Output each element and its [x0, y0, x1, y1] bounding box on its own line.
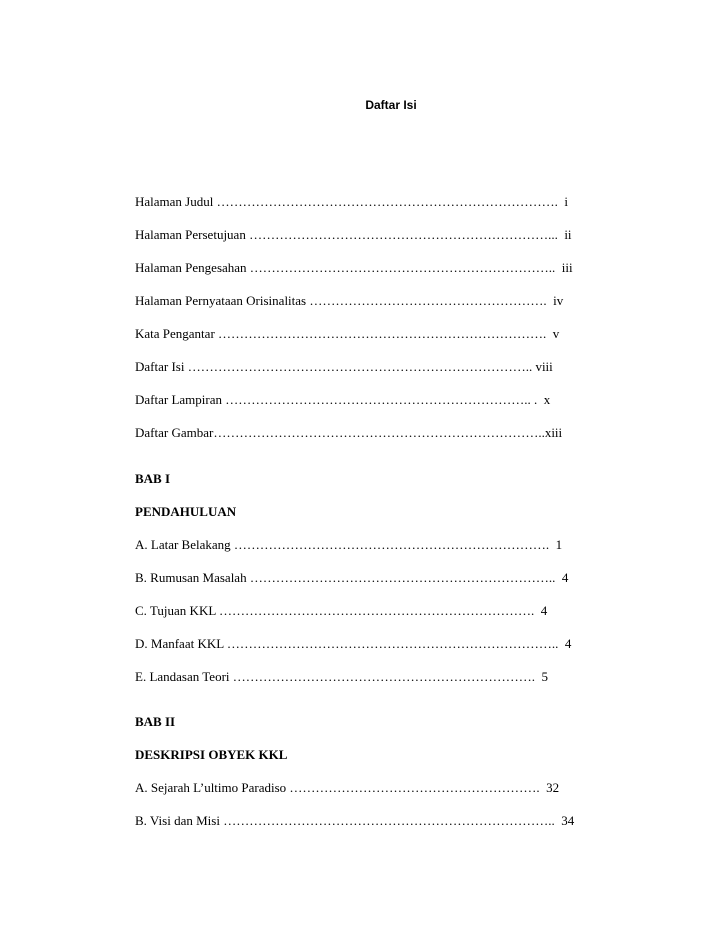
page-title: Daftar Isi [365, 98, 417, 112]
toc-entry-sejarah: A. Sejarah L’ultimo Paradiso …………………………………………………. 32 [135, 780, 560, 795]
chapter-number-bab-1: BAB I [135, 471, 171, 486]
toc-entry-pernyataan-orisinalitas: Halaman Pernyataan Orisinalitas ………………………………………………. iv [135, 293, 564, 308]
toc-entry-tujuan-kkl: C. Tujuan KKL ………………………………………………………………. 4 [135, 603, 548, 618]
toc-entry-manfaat-kkl: D. Manfaat KKL ………………………………………………………………….. 4 [135, 636, 572, 651]
toc-entry-kata-pengantar: Kata Pengantar …………………………………………………………………. v [135, 326, 560, 341]
toc-entry-halaman-pengesahan: Halaman Pengesahan …………………………………………………………….. iii [135, 260, 573, 275]
toc-entry-daftar-lampiran: Daftar Lampiran …………………………………………………………….. . x [135, 392, 551, 407]
toc-entry-landasan-teori: E. Landasan Teori ……………………………………………………………. 5 [135, 669, 549, 684]
chapter-title-bab-2: DESKRIPSI OBYEK KKL [135, 747, 288, 762]
toc-entry-visi-misi: B. Visi dan Misi ………………………………………………………………….. 34 [135, 813, 575, 828]
toc-entry-halaman-judul: Halaman Judul ……………………………………………………………………. i [135, 194, 568, 209]
toc-entry-halaman-persetujuan: Halaman Persetujuan ……………………………………………………………... ii [135, 227, 572, 242]
chapter-number-bab-2: BAB II [135, 714, 176, 729]
toc-entry-daftar-gambar: Daftar Gambar…………………………………………………………………..xiii [135, 425, 563, 440]
toc-entry-latar-belakang: A. Latar Belakang ………………………………………………………………. 1 [135, 537, 563, 552]
chapter-title-bab-1: PENDAHULUAN [135, 504, 237, 519]
toc-entry-rumusan-masalah: B. Rumusan Masalah …………………………………………………………….. 4 [135, 570, 569, 585]
toc-entry-daftar-isi: Daftar Isi …………………………………………………………………….. viii [135, 359, 553, 374]
